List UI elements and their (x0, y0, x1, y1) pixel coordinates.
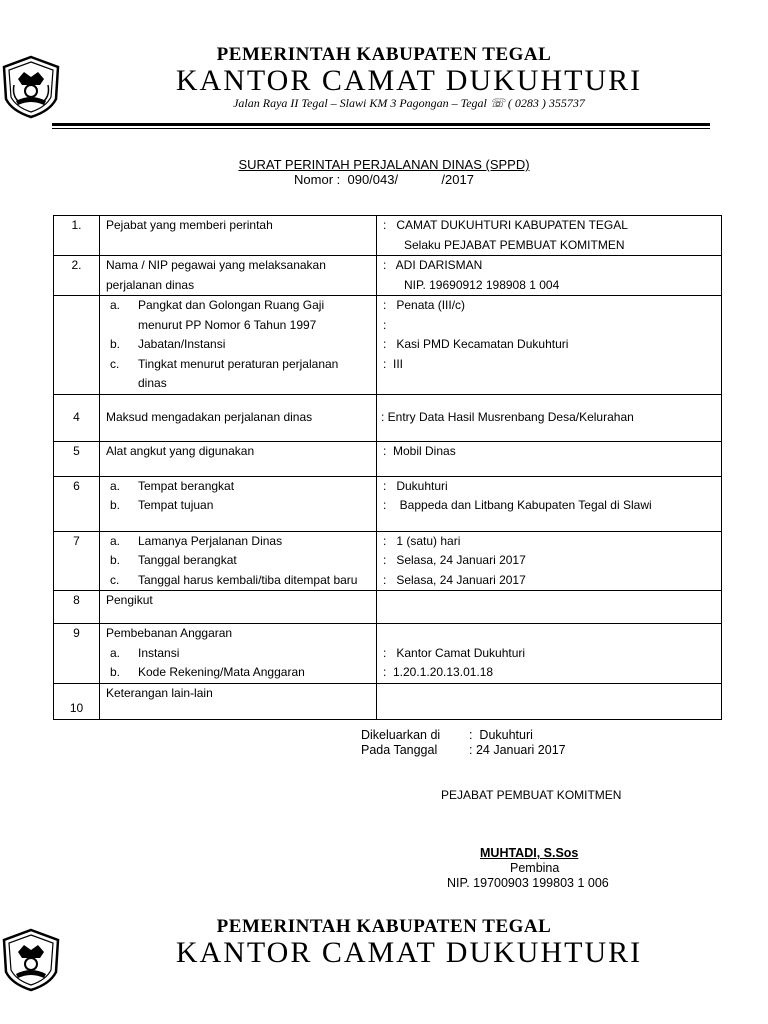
row-number: 8 (54, 591, 100, 624)
row-label: Lamanya Perjalanan Dinas (138, 533, 283, 548)
row-value: : CAMAT DUKUHTURI KABUPATEN TEGAL (383, 218, 628, 232)
issued-place (361, 728, 533, 742)
issued-date-value: : 24 Januari 2017 (469, 743, 566, 757)
header-rule-thin (52, 128, 710, 129)
table-row (54, 256, 722, 296)
row-label: Tanggal harus kembali/tiba ditempat baru (138, 572, 358, 587)
row-number: 2. (54, 256, 100, 296)
table-row (54, 591, 722, 624)
issued-place-value: : Dukuhturi (469, 728, 533, 742)
row-label: Instansi (138, 645, 180, 660)
signer-nip: NIP. 19700903 199803 1 006 (447, 876, 609, 890)
sub-letter: a. (110, 533, 121, 548)
row-label: Pejabat yang memberi perintah (106, 218, 273, 232)
table-row (54, 683, 722, 719)
row-label: Pembebanan Anggaran (106, 626, 233, 640)
sub-letter: b. (110, 337, 121, 351)
government-name: PEMERINTAH KABUPATEN TEGAL (216, 44, 552, 65)
row-value: : Kasi PMD Kecamatan Dukuhturi (383, 337, 569, 351)
table-row (54, 394, 722, 441)
sub-letter: c. (110, 572, 120, 587)
row-label: Tempat tujuan (138, 498, 214, 512)
table-row (54, 216, 722, 256)
row-label: Tempat berangkat (138, 478, 235, 493)
letter-title: SURAT PERINTAH PERJALANAN DINAS (SPPD) (238, 157, 530, 172)
table-row (54, 441, 722, 476)
row-label: Pangkat dan Golongan Ruang Gaji (138, 298, 325, 312)
row-label: Kode Rekening/Mata Anggaran (138, 665, 305, 679)
row-number: 1. (54, 216, 100, 256)
row-label: Jabatan/Instansi (138, 337, 226, 351)
row-label: Tingkat menurut peraturan perjalanan (138, 356, 339, 371)
row-value: : Selasa, 24 Januari 2017 (383, 553, 526, 567)
office-address: Jalan Raya II Tegal – Slawi KM 3 Pagongan – Tegal ☏ ( 0283 ) 355737 (233, 96, 585, 110)
row-label-line2: menurut PP Nomor 6 Tahun 1997 (138, 317, 317, 332)
issued-date-label: Pada Tanggal (361, 743, 438, 757)
sub-letter: b. (110, 553, 121, 567)
issued-date (361, 743, 566, 757)
sub-letter: b. (110, 498, 121, 512)
signer-rank: Pembina (510, 861, 560, 875)
row-value: : Bappeda dan Litbang Kabupaten Tegal di Slawi (383, 498, 652, 512)
row-value-line2: Selaku PEJABAT PEMBUAT KOMITMEN (404, 237, 625, 252)
row-value-line2: NIP. 19690912 198908 1 004 (404, 277, 560, 292)
signer-name: MUHTADI, S.Sos (480, 846, 579, 860)
office-name: KANTOR CAMAT DUKUHTURI (175, 64, 643, 97)
row-value: : Entry Data Hasil Musrenbang Desa/Kelurahan (381, 409, 634, 424)
issued-place-label: Dikeluarkan di (361, 728, 441, 742)
sub-letter: a. (110, 478, 121, 493)
row-label-line2: dinas (138, 376, 167, 390)
row-value: : Selasa, 24 Januari 2017 (383, 572, 526, 587)
row-number: 4 (54, 394, 100, 441)
sub-letter: b. (110, 665, 121, 679)
signer-role: PEJABAT PEMBUAT KOMITMEN (441, 788, 622, 802)
header-rule-thick (52, 123, 710, 126)
row-number: 9 (54, 624, 100, 684)
row-value: : 1 (satu) hari (383, 533, 461, 548)
row-value: : Penata (III/c) (383, 298, 466, 312)
letter-number: Nomor : 090/043/ /2017 (294, 172, 474, 187)
sppd-table (53, 215, 722, 720)
row-label: Pengikut (106, 593, 153, 607)
row-number: 7 (54, 531, 100, 591)
table-row (54, 476, 722, 531)
table-row (54, 296, 722, 395)
row-number: 5 (54, 441, 100, 476)
row-value: : ADI DARISMAN (383, 258, 483, 272)
row-label: Tanggal berangkat (138, 553, 237, 567)
government-name-repeat: PEMERINTAH KABUPATEN TEGAL (216, 916, 552, 937)
office-name-repeat: KANTOR CAMAT DUKUHTURI (175, 936, 643, 969)
row-label: Keterangan lain-lain (106, 685, 213, 700)
row-label: Nama / NIP pegawai yang melaksanakan (106, 258, 326, 272)
row-number: 10 (54, 683, 100, 719)
row-value: : Kantor Camat Dukuhturi (383, 645, 526, 660)
table-row (54, 531, 722, 591)
table-row (54, 624, 722, 684)
row-label: Maksud mengadakan perjalanan dinas (106, 409, 313, 424)
row-label: Alat angkut yang digunakan (106, 443, 255, 458)
sub-letter: a. (110, 298, 121, 312)
sub-letter: c. (110, 356, 120, 371)
row-label-line2: perjalanan dinas (106, 277, 195, 292)
row-value: : Mobil Dinas (383, 443, 456, 458)
row-value: : Dukuhturi (383, 478, 448, 493)
sub-letter: a. (110, 645, 121, 660)
row-number: 6 (54, 476, 100, 531)
row-value: : 1.20.1.20.13.01.18 (383, 665, 494, 679)
row-value: : III (383, 356, 404, 371)
row-value: : (383, 317, 387, 332)
